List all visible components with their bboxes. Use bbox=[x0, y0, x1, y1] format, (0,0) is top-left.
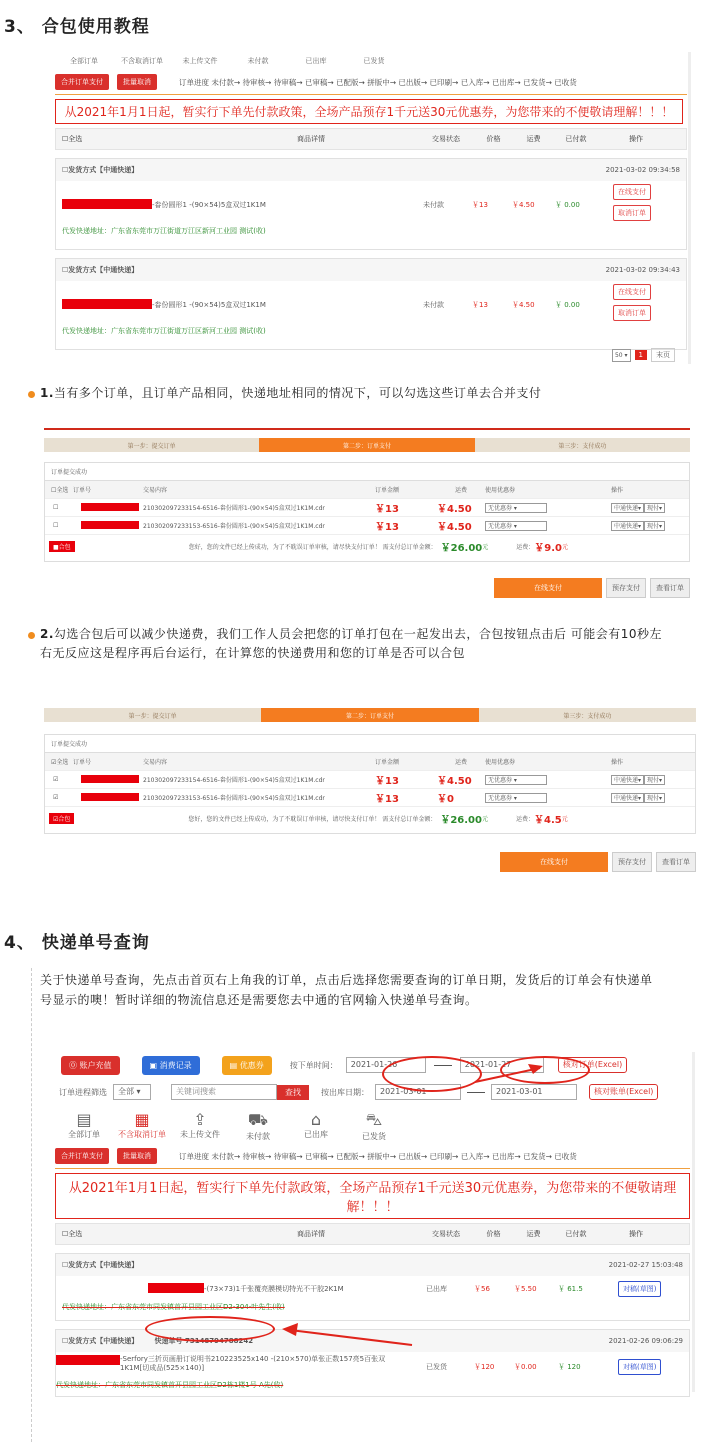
section-4-text: 关于快递单号查询，先点击首页右上角我的订单，点击后选择您需要查询的订单日期，发货后的订单会有快递单号显示的噢！暂时详细的物流信息还是需要您去中通的官网输入快递单号查询。 bbox=[40, 973, 653, 1007]
ship-select[interactable]: 中通快递▾ bbox=[611, 503, 644, 513]
tab-no-cancel[interactable]: 不含取消订单 bbox=[121, 57, 163, 65]
ship-method[interactable]: ☐发货方式【中通快递】 bbox=[62, 166, 139, 174]
online-pay-button[interactable]: 在线支付 bbox=[613, 284, 651, 300]
section-4-title: 4、 快递单号查询 bbox=[4, 933, 150, 953]
batch-cancel-button[interactable]: 批量取消 bbox=[117, 1148, 157, 1164]
pay-select[interactable]: 现付▾ bbox=[644, 775, 665, 785]
order-card: ☐发货方式【中通快递】 2021-03-02 09:34:58 -畚份圆形1 -(90×54)5盒双过1K1M 未付款 ￥13 ￥4.50 ￥ 0.00 在线支付 取消订单 代发快递地址：广东省东莞市万江街道万江区新河工业园 测试(收) bbox=[55, 158, 687, 250]
coupon-icon: ▤ bbox=[229, 1060, 238, 1070]
ship-select[interactable]: 中通快递▾ bbox=[611, 793, 644, 803]
notice-banner: 从2021年1月1日起，暂实行下单先付款政策，全场产品预存1千元送30元优惠券，为您带来的不便敬请理解！！！ bbox=[55, 99, 683, 124]
step-2-text: 2.勾选合包后可以减少快递费，我们工作人员会把您的订单打包在一起发出去，合包按钮点击后 可能会有10秒左右无反应这是程序再后台运行，在计算您的快递费用和您的订单是否可以合包 bbox=[40, 627, 663, 660]
arrow-head bbox=[282, 1323, 298, 1336]
pay-screenshot-1: 第一步：提交订单 第二步：订单支付 第三步：支付成功 订单提交成功 ☐全选 订单号 交易内容 订单金额 运费 使用优惠券 操作 ☐ 210302097233154-6516-畚份圆形1-(90×54)5盒双过1K1M.cdr ￥13 ￥4.50 无优惠券 ▾ 中通快递▾ 现付▾ ☐ 210302097233153-6516-畚份圆形1-(90×54)5盒双过1K1M.cdr ￥13 ￥4.50 无优惠券 ▾ 中通快递▾ 现付▾ ■合包 您好，您的文件已经上传成功，为了不耽误订单审核，请尽快支付订单！ 需支付总订单金额： ￥26.00 元 运费： ￥9.0 元 在线支付 预存支付 查看订单 bbox=[44, 428, 690, 598]
draft-button[interactable]: 对稿(草图) bbox=[618, 1359, 661, 1375]
select-all[interactable]: ☐全选 bbox=[62, 135, 83, 143]
coupon-select[interactable]: 无优惠券 ▾ bbox=[485, 793, 547, 803]
out-date-to-input[interactable]: 2021-03-01 bbox=[491, 1084, 577, 1100]
warehouse-icon: ⌂ bbox=[310, 1110, 322, 1129]
order-card: ☐发货方式【中通快递】 2021-02-27 15:03:48 -(73×73)1千张覆亮膜模切特光不干胶2K1M 已出库 ￥56 ￥5.50 ￥ 61.5 对稿(草图) 代发快递地址：广东省东莞市同发镇首开县园工业区D2-304-叶先生(收) bbox=[55, 1253, 690, 1321]
step-bar: 第一步：提交订单 第二步：订单支付 第三步：支付成功 bbox=[44, 438, 690, 452]
order-time: 2021-03-02 09:34:58 bbox=[605, 166, 680, 174]
step-bar: 第一步：提交订单 第二步：订单支付 第三步：支付成功 bbox=[44, 708, 696, 722]
list-icon: ▤ bbox=[76, 1110, 92, 1129]
cancel-order-button[interactable]: 取消订单 bbox=[613, 205, 651, 221]
out-date-from-input[interactable]: 2021-03-01 bbox=[375, 1084, 461, 1100]
tab-unpaid[interactable]: ⛟ 未付款 bbox=[229, 1110, 287, 1142]
page-current[interactable]: 1 bbox=[635, 350, 647, 360]
notice-banner: 从2021年1月1日起，暂实行下单先付款政策，全场产品预存1千元送30元优惠券，为您带来的不便敬请理解！！！ bbox=[55, 1173, 690, 1219]
tab-outbound[interactable]: ⌂ 已出库 bbox=[287, 1110, 345, 1142]
coupon-select[interactable]: 无优惠券 ▾ bbox=[485, 775, 547, 785]
coupon-button[interactable]: ▤ 优惠券 bbox=[222, 1056, 272, 1075]
recharge-button[interactable]: ⓪ 账户充值 bbox=[61, 1056, 120, 1075]
order-time: 2021-03-02 09:34:43 bbox=[605, 266, 680, 274]
draft-button[interactable]: 对稿(草图) bbox=[618, 1281, 661, 1297]
arrow-head bbox=[528, 1064, 543, 1074]
consume-button[interactable]: ▣ 消费记录 bbox=[142, 1056, 200, 1075]
merge-pay-button[interactable]: 合并订单支付 bbox=[55, 1148, 109, 1164]
query-screenshot: ⓪ 账户充值 ▣ 消费记录 ▤ 优惠券 按下单时间： 2021-01-26 2021-01-27 核对订单(Excel) 订单进程筛选 全部 ▾ 关键词搜索 查找 按出库日期： 2021-03-01 2021-03-01 核对账单(Excel) ▤ 全部订单 ▦ 不含取消订单 ⇪ 未上传文件 ⛟ 未付款 ⌂ 已出库 ⛍ 已发货 合并订单支付 批量取消 订单进度 未付款→ 待审核→ 待审稿→ 已审稿→ 已配版→ 拼版中→ 已出版→ 已印刷→ 已入库→ 已出库→ 已发货→ 已收货 从2021年1月1日起，暂实行下单先付款政策，全场产品预存1千元送30元优惠券，为您带来的不便敬请理解！！！ ☐全选 商品详情 交易状态 价格 运费 已付款 操作 ☐发货方式【中通快递】 2021-02-27 15:03:48 -(73×73)1千张覆亮膜模切特光不干胶2K1M 已出库 ￥56 ￥5.50 ￥ 61.5 对稿(草图) 代发快递地址：广东省东莞市同发镇首开县园工业区D2-304-叶先生(收) ☐发货方式【中通快递】 快递单号 73148794788242 2021-02-26 09:06:29 -Serfory三折页画册订说明书210223525x140 -(210×570)单张正数157亮5百张双1K1M[切成品(525×140)] 已发货 ￥120 ￥0.00 ￥ 120 对稿(草图) 代发快递地址：广东省东莞市同发镇首开县园工业区D2栋1楼1号 A先(收) bbox=[55, 1052, 690, 1392]
merge-pay-button[interactable]: 合并订单支付 bbox=[55, 74, 109, 90]
arrow-line bbox=[290, 1330, 412, 1345]
step-1-text: 1.当有多个订单，且订单产品相同，快递地址相同的情况下，可以勾选这些订单去合并支付 bbox=[40, 386, 542, 400]
table-row: ☐ 210302097233154-6516-畚份圆形1-(90×54)5盒双过1K1M.cdr ￥13 ￥4.50 无优惠券 ▾ 中通快递▾ 现付▾ bbox=[45, 499, 689, 517]
tab-shipped[interactable]: ⛍ 已发货 bbox=[345, 1110, 403, 1142]
ship-select[interactable]: 中通快递▾ bbox=[611, 775, 644, 785]
tab-all[interactable]: ▤ 全部订单 bbox=[55, 1110, 113, 1142]
page-size-select[interactable]: 50 ▾ bbox=[612, 349, 631, 362]
money-icon: ⓪ bbox=[69, 1060, 77, 1070]
truck-icon: ⛍ bbox=[365, 1110, 383, 1129]
receipt-icon: ▣ bbox=[149, 1060, 158, 1070]
pay-select[interactable]: 现付▾ bbox=[644, 503, 665, 513]
search-input[interactable]: 关键词搜索 bbox=[171, 1084, 277, 1100]
ship-select[interactable]: 中通快递▾ bbox=[611, 521, 644, 531]
upload-icon: ⇪ bbox=[193, 1110, 207, 1129]
prepay-button[interactable]: 预存支付 bbox=[612, 852, 652, 872]
order-card: ☐发货方式【中通快递】 快递单号 73148794788242 2021-02-26 09:06:29 -Serfory三折页画册订说明书210223525x140 -(210×570)单张正数157亮5百张双1K1M[切成品(525×140)] 已发货 ￥120 ￥0.00 ￥ 120 对稿(草图) 代发快递地址：广东省东莞市同发镇首开县园工业区D2栋1楼1号 A先(收) bbox=[55, 1329, 690, 1397]
table-row: ☑ 210302097233153-6516-畚份圆形1-(90×54)5盒双过1K1M.cdr ￥13 ￥0 无优惠券 ▾ 中通快递▾ 现付▾ bbox=[45, 789, 695, 807]
tab-no-cancel[interactable]: ▦ 不含取消订单 bbox=[113, 1110, 171, 1142]
ship-method[interactable]: ☐发货方式【中通快递】 bbox=[62, 266, 139, 274]
date-to-input[interactable]: 2021-01-27 bbox=[460, 1057, 544, 1073]
progress-text: 订单进度 未付款→ 待审核→ 待审稿→ 已审稿→ 已配版→ 拼版中→ 已出版→ 已印刷→ 已入库→ 已出库→ 已发货→ 已收货 bbox=[179, 77, 577, 87]
last-page-button[interactable]: 末页 bbox=[651, 348, 675, 362]
pay-select[interactable]: 现付▾ bbox=[644, 793, 665, 803]
online-pay-button[interactable]: 在线支付 bbox=[500, 852, 608, 872]
cart-icon: ⛟ bbox=[247, 1110, 269, 1129]
coupon-select[interactable]: 无优惠券 ▾ bbox=[485, 521, 547, 531]
table-row: ☐ 210302097233153-6516-畚份圆形1-(90×54)5盒双过1K1M.cdr ￥13 ￥4.50 无优惠券 ▾ 中通快递▾ 现付▾ bbox=[45, 517, 689, 535]
prepay-button[interactable]: 预存支付 bbox=[606, 578, 646, 598]
table-row: ☑ 210302097233154-6516-畚份圆形1-(90×54)5盒双过1K1M.cdr ￥13 ￥4.50 无优惠券 ▾ 中通快递▾ 现付▾ bbox=[45, 771, 695, 789]
document-icon: ▦ bbox=[134, 1110, 150, 1129]
coupon-select[interactable]: 无优惠券 ▾ bbox=[485, 503, 547, 513]
pay-screenshot-2: 第一步：提交订单 第二步：订单支付 第三步：支付成功 订单提交成功 ☑全选 订单号 交易内容 订单金额 运费 使用优惠券 操作 ☑ 210302097233154-6516-畚份圆形1-(90×54)5盒双过1K1M.cdr ￥13 ￥4.50 无优惠券 ▾ 中通快递▾ 现付▾ ☑ 210302097233153-6516-畚份圆形1-(90×54)5盒双过1K1M.cdr ￥13 ￥0 无优惠券 ▾ 中通快递▾ 现付▾ ☑合包 您好，您的文件已经上传成功，为了不耽误订单审核，请尽快支付订单！ 需支付总订单金额： ￥26.00 元 运费： ￥4.5 元 在线支付 预存支付 查看订单 bbox=[44, 708, 696, 878]
section-3-title: 3、 合包使用教程 bbox=[4, 17, 150, 37]
merge-checkbox[interactable]: ■合包 bbox=[49, 541, 75, 552]
view-order-button[interactable]: 查看订单 bbox=[656, 852, 696, 872]
search-button[interactable]: 查找 bbox=[277, 1085, 309, 1100]
order-card: ☐发货方式【中通快递】 2021-03-02 09:34:43 -畚份圆形1 -(90×54)5盒双过1K1M 未付款 ￥13 ￥4.50 ￥ 0.00 在线支付 取消订单 代发快递地址：广东省东莞市万江街道万江区新河工业园 测试(收) bbox=[55, 258, 687, 350]
online-pay-button[interactable]: 在线支付 bbox=[494, 578, 602, 598]
tab-no-upload[interactable]: 未上传文件 bbox=[182, 57, 218, 65]
tab-unpaid[interactable]: 未付款 bbox=[247, 57, 269, 65]
filter-select[interactable]: 全部 ▾ bbox=[113, 1084, 151, 1100]
table-header: ☐全选 商品详情 交易状态 价格 运费 已付款 操作 bbox=[55, 128, 687, 150]
check-bill-button[interactable]: 核对账单(Excel) bbox=[589, 1084, 658, 1100]
pay-select[interactable]: 现付▾ bbox=[644, 521, 665, 531]
check-order-button[interactable]: 核对订单(Excel) bbox=[558, 1057, 627, 1073]
merge-checkbox[interactable]: ☑合包 bbox=[49, 813, 74, 824]
tab-no-upload[interactable]: ⇪ 未上传文件 bbox=[171, 1110, 229, 1142]
online-pay-button[interactable]: 在线支付 bbox=[613, 184, 651, 200]
date-from-input[interactable]: 2021-01-26 bbox=[346, 1057, 426, 1073]
table-header: ☐全选 商品详情 交易状态 价格 运费 已付款 操作 bbox=[55, 1223, 690, 1245]
tracking-number: 快递单号 73148794788242 bbox=[154, 1337, 254, 1345]
batch-cancel-button[interactable]: 批量取消 bbox=[117, 74, 157, 90]
arrow-line bbox=[475, 1068, 540, 1082]
tab-outbound[interactable]: 已出库 bbox=[305, 57, 327, 65]
tab-shipped[interactable]: 已发货 bbox=[363, 57, 385, 65]
view-order-button[interactable]: 查看订单 bbox=[650, 578, 690, 598]
tab-all[interactable]: 全部订单 bbox=[70, 57, 98, 65]
cancel-order-button[interactable]: 取消订单 bbox=[613, 305, 651, 321]
